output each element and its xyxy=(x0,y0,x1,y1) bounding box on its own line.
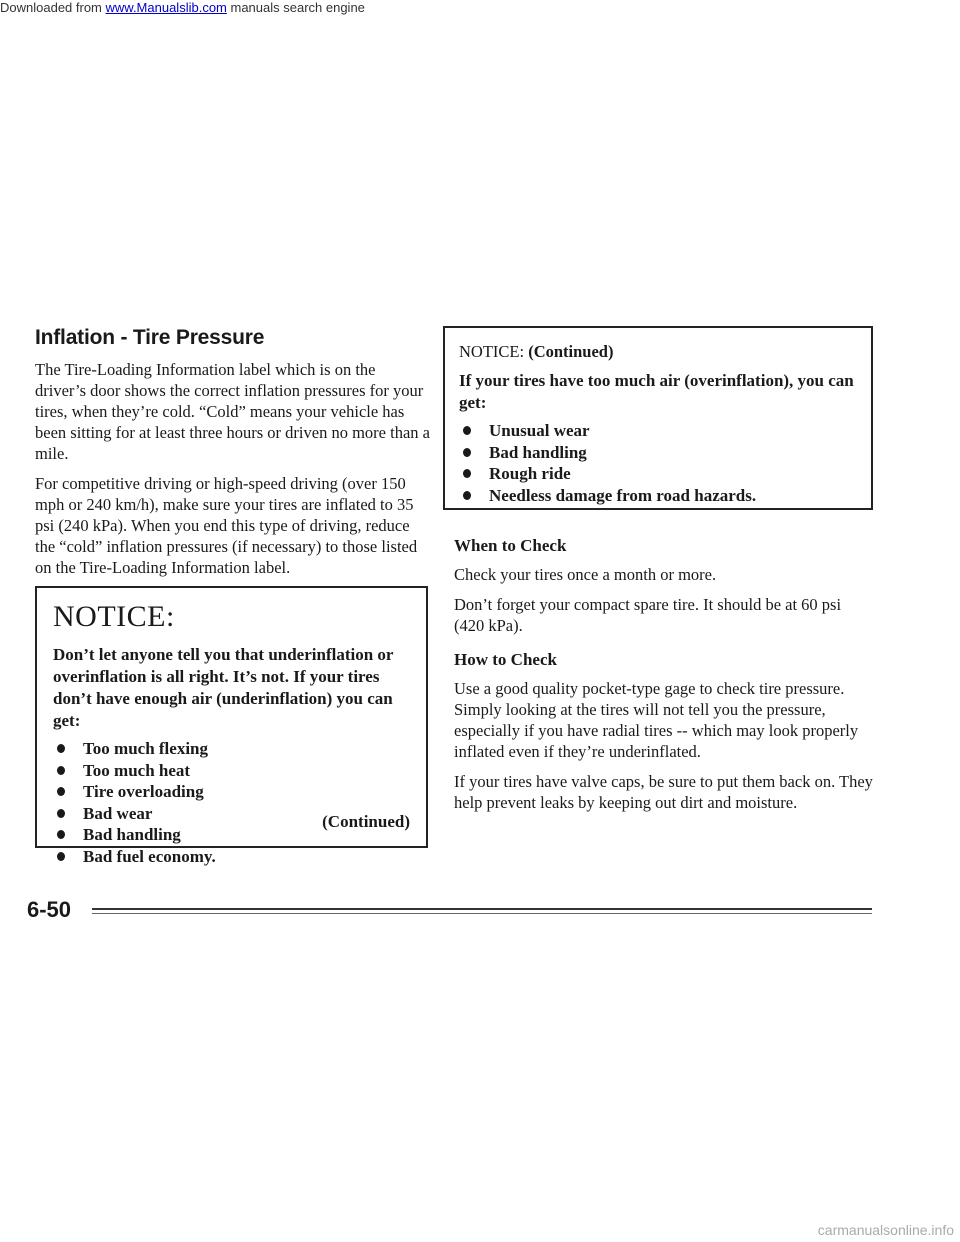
watermark: carmanualsonline.info xyxy=(817,1222,954,1238)
list-item: Too much heat xyxy=(53,760,410,782)
list-item: Bad handling xyxy=(459,442,857,464)
inflation-paragraph-2: For competitive driving or high-speed driving (over 150 mph or 240 km/h), make sure your tires are inflated to 35 psi (240 kPa). When you end this type of driving, reduce the “cold” inflation pressures (if necessary) to those listed on the Tire-Loading Information label. xyxy=(35,474,418,577)
download-suffix: manuals search engine xyxy=(226,0,365,15)
left-column xyxy=(35,326,430,587)
right-column xyxy=(454,536,874,822)
list-item: Bad fuel economy. xyxy=(53,846,410,868)
list-item: Rough ride xyxy=(459,463,857,485)
notice-continued-heading xyxy=(459,342,857,362)
notice-title: NOTICE: xyxy=(53,600,175,633)
inflation-paragraph-1: The Tire-Loading Information label which is on the driver’s door shows the correct inflation pressures for your tires, when they’re cold. “Cold” means your vehicle has been sitting for at least three hours or driven no more than a mile. xyxy=(35,360,430,463)
download-header xyxy=(0,0,365,15)
notice-continued-text: If your tires have too much air (overinflation), you can get: xyxy=(459,371,854,412)
notice-continued-box xyxy=(443,326,873,510)
list-item: Bad wear xyxy=(53,803,410,825)
list-item: Unusual wear xyxy=(459,420,857,442)
when-to-check-title: When to Check xyxy=(454,536,567,555)
notice-label: NOTICE: xyxy=(459,342,529,361)
notice-list xyxy=(53,738,410,867)
download-prefix: Downloaded from xyxy=(0,0,106,15)
when-paragraph-1: Check your tires once a month or more. xyxy=(454,565,717,584)
manualslib-link[interactable]: www.Manualslib.com xyxy=(105,0,227,15)
section-title: Inflation - Tire Pressure xyxy=(35,326,265,349)
notice-continued-list xyxy=(459,420,857,506)
notice-box xyxy=(35,586,428,866)
notice-text: Don’t let anyone tell you that underinflation or overinflation is all right. It’s not. If your tires don’t have enough air (underinflation) you can get: xyxy=(53,645,394,730)
list-item: Tire overloading xyxy=(53,781,410,803)
footer-rule-thin xyxy=(92,913,872,914)
list-item: Too much flexing xyxy=(53,738,410,760)
footer-rule xyxy=(92,908,872,910)
when-paragraph-2: Don’t forget your compact spare tire. It should be at 60 psi (420 kPa). xyxy=(454,595,842,635)
how-paragraph-2: If your tires have valve caps, be sure to put them back on. They help prevent leaks by keeping out dirt and moisture. xyxy=(454,772,873,812)
notice-continued-tag: (Continued) xyxy=(528,342,614,361)
continued-label: (Continued) xyxy=(322,812,410,831)
list-item: Needless damage from road hazards. xyxy=(459,485,857,507)
how-paragraph-1: Use a good quality pocket-type gage to check tire pressure. Simply looking at the tires will not tell you the pressure, especially if you have radial tires -- which may look properly inflated even if they’re underinflated. xyxy=(454,679,859,761)
list-item: Bad handling xyxy=(53,824,410,846)
page-number: 6-50 xyxy=(27,897,72,922)
how-to-check-title: How to Check xyxy=(454,650,557,669)
